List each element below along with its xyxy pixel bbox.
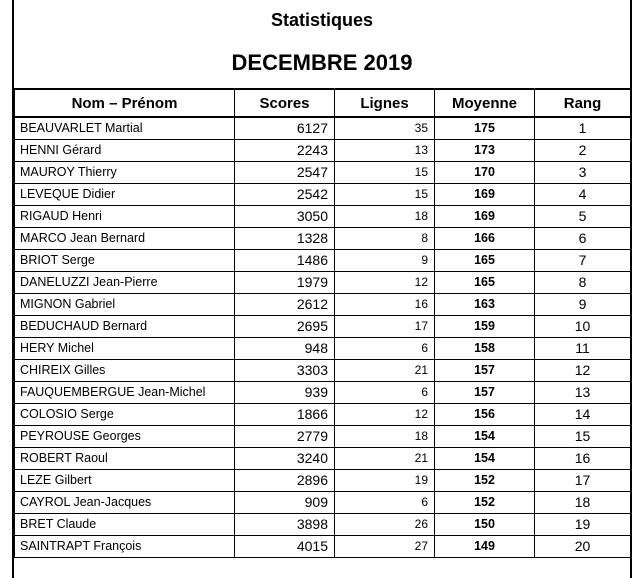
player-name-cell: PEYROUSE Georges — [15, 425, 235, 447]
lines-cell: 6 — [335, 491, 435, 513]
player-name-cell: MIGNON Gabriel — [15, 293, 235, 315]
table-row — [15, 337, 631, 359]
table-row — [15, 161, 631, 183]
average-cell: 157 — [435, 359, 535, 381]
average-cell: 159 — [435, 315, 535, 337]
table-row — [15, 403, 631, 425]
rank-cell: 4 — [535, 183, 631, 205]
average-cell: 157 — [435, 381, 535, 403]
score-cell: 939 — [235, 381, 335, 403]
player-name-cell: MAUROY Thierry — [15, 161, 235, 183]
player-name-cell: BEDUCHAUD Bernard — [15, 315, 235, 337]
lines-cell: 15 — [335, 161, 435, 183]
lines-cell: 8 — [335, 227, 435, 249]
table-header-row — [15, 89, 631, 117]
score-cell: 1979 — [235, 271, 335, 293]
score-cell: 1866 — [235, 403, 335, 425]
rank-cell: 6 — [535, 227, 631, 249]
player-name-cell: HENNI Gérard — [15, 139, 235, 161]
score-cell: 2896 — [235, 469, 335, 491]
table-row — [15, 183, 631, 205]
page-title: Statistiques — [270, 10, 374, 30]
average-cell: 150 — [435, 513, 535, 535]
table-row — [15, 293, 631, 315]
lines-cell: 18 — [335, 425, 435, 447]
player-name-cell: SAINTRAPT François — [15, 535, 235, 557]
table-row — [15, 249, 631, 271]
table-row — [15, 139, 631, 161]
lines-cell: 18 — [335, 205, 435, 227]
player-name-cell: MARCO Jean Bernard — [15, 227, 235, 249]
column-header-average: Moyenne — [435, 89, 535, 117]
player-name-cell: LEZE Gilbert — [15, 469, 235, 491]
rank-cell: 10 — [535, 315, 631, 337]
average-cell: 152 — [435, 491, 535, 513]
lines-cell: 21 — [335, 447, 435, 469]
column-header-rank: Rang — [535, 89, 631, 117]
average-cell: 175 — [435, 117, 535, 139]
player-name-cell: RIGAUD Henri — [15, 205, 235, 227]
average-cell: 170 — [435, 161, 535, 183]
rank-cell: 12 — [535, 359, 631, 381]
table-row — [15, 227, 631, 249]
average-cell: 149 — [435, 535, 535, 557]
lines-cell: 27 — [335, 535, 435, 557]
score-cell: 1328 — [235, 227, 335, 249]
rank-cell: 13 — [535, 381, 631, 403]
lines-cell: 9 — [335, 249, 435, 271]
player-name-cell: ROBERT Raoul — [15, 447, 235, 469]
rank-cell: 17 — [535, 469, 631, 491]
player-name-cell: COLOSIO Serge — [15, 403, 235, 425]
rank-cell: 11 — [535, 337, 631, 359]
average-cell: 165 — [435, 249, 535, 271]
rank-cell: 5 — [535, 205, 631, 227]
average-cell: 154 — [435, 447, 535, 469]
table-row — [15, 381, 631, 403]
score-cell: 3050 — [235, 205, 335, 227]
score-cell: 909 — [235, 491, 335, 513]
average-cell: 163 — [435, 293, 535, 315]
table-body — [15, 117, 631, 557]
average-cell: 169 — [435, 183, 535, 205]
score-cell: 2547 — [235, 161, 335, 183]
rank-cell: 3 — [535, 161, 631, 183]
rank-cell: 15 — [535, 425, 631, 447]
score-cell: 1486 — [235, 249, 335, 271]
page-subtitle: DECEMBRE 2019 — [231, 50, 413, 75]
table-row — [15, 535, 631, 557]
lines-cell: 16 — [335, 293, 435, 315]
column-header-lines: Lignes — [335, 89, 435, 117]
average-cell: 173 — [435, 139, 535, 161]
rank-cell: 8 — [535, 271, 631, 293]
lines-cell: 6 — [335, 381, 435, 403]
score-cell: 3898 — [235, 513, 335, 535]
player-name-cell: CAYROL Jean-Jacques — [15, 491, 235, 513]
table-row — [15, 425, 631, 447]
score-cell: 2779 — [235, 425, 335, 447]
average-cell: 152 — [435, 469, 535, 491]
average-cell: 166 — [435, 227, 535, 249]
player-name-cell: BRIOT Serge — [15, 249, 235, 271]
lines-cell: 15 — [335, 183, 435, 205]
rank-cell: 20 — [535, 535, 631, 557]
table-row — [15, 469, 631, 491]
player-name-cell: CHIREIX Gilles — [15, 359, 235, 381]
player-name-cell: BRET Claude — [15, 513, 235, 535]
lines-cell: 35 — [335, 117, 435, 139]
table-row — [15, 117, 631, 139]
lines-cell: 26 — [335, 513, 435, 535]
statistics-sheet — [12, 0, 632, 578]
table-row — [15, 271, 631, 293]
column-header-scores: Scores — [235, 89, 335, 117]
rank-cell: 1 — [535, 117, 631, 139]
lines-cell: 12 — [335, 403, 435, 425]
lines-cell: 21 — [335, 359, 435, 381]
player-name-cell: FAUQUEMBERGUE Jean-Michel — [15, 381, 235, 403]
rank-cell: 16 — [535, 447, 631, 469]
rank-cell: 2 — [535, 139, 631, 161]
average-cell: 169 — [435, 205, 535, 227]
player-name-cell: LEVEQUE Didier — [15, 183, 235, 205]
score-cell: 4015 — [235, 535, 335, 557]
rank-cell: 18 — [535, 491, 631, 513]
table-row — [15, 315, 631, 337]
table-row — [15, 359, 631, 381]
statistics-table — [14, 88, 631, 558]
rank-cell: 9 — [535, 293, 631, 315]
score-cell: 2542 — [235, 183, 335, 205]
column-header-name: Nom – Prénom — [15, 89, 235, 117]
lines-cell: 17 — [335, 315, 435, 337]
player-name-cell: DANELUZZI Jean-Pierre — [15, 271, 235, 293]
score-cell: 3303 — [235, 359, 335, 381]
rank-cell: 14 — [535, 403, 631, 425]
average-cell: 154 — [435, 425, 535, 447]
score-cell: 6127 — [235, 117, 335, 139]
table-row — [15, 491, 631, 513]
lines-cell: 13 — [335, 139, 435, 161]
score-cell: 2243 — [235, 139, 335, 161]
average-cell: 158 — [435, 337, 535, 359]
player-name-cell: HERY Michel — [15, 337, 235, 359]
lines-cell: 19 — [335, 469, 435, 491]
lines-cell: 6 — [335, 337, 435, 359]
lines-cell: 12 — [335, 271, 435, 293]
table-row — [15, 513, 631, 535]
average-cell: 165 — [435, 271, 535, 293]
score-cell: 3240 — [235, 447, 335, 469]
score-cell: 948 — [235, 337, 335, 359]
score-cell: 2695 — [235, 315, 335, 337]
rank-cell: 7 — [535, 249, 631, 271]
table-row — [15, 205, 631, 227]
table-row — [15, 447, 631, 469]
score-cell: 2612 — [235, 293, 335, 315]
player-name-cell: BEAUVARLET Martial — [15, 117, 235, 139]
average-cell: 156 — [435, 403, 535, 425]
rank-cell: 19 — [535, 513, 631, 535]
